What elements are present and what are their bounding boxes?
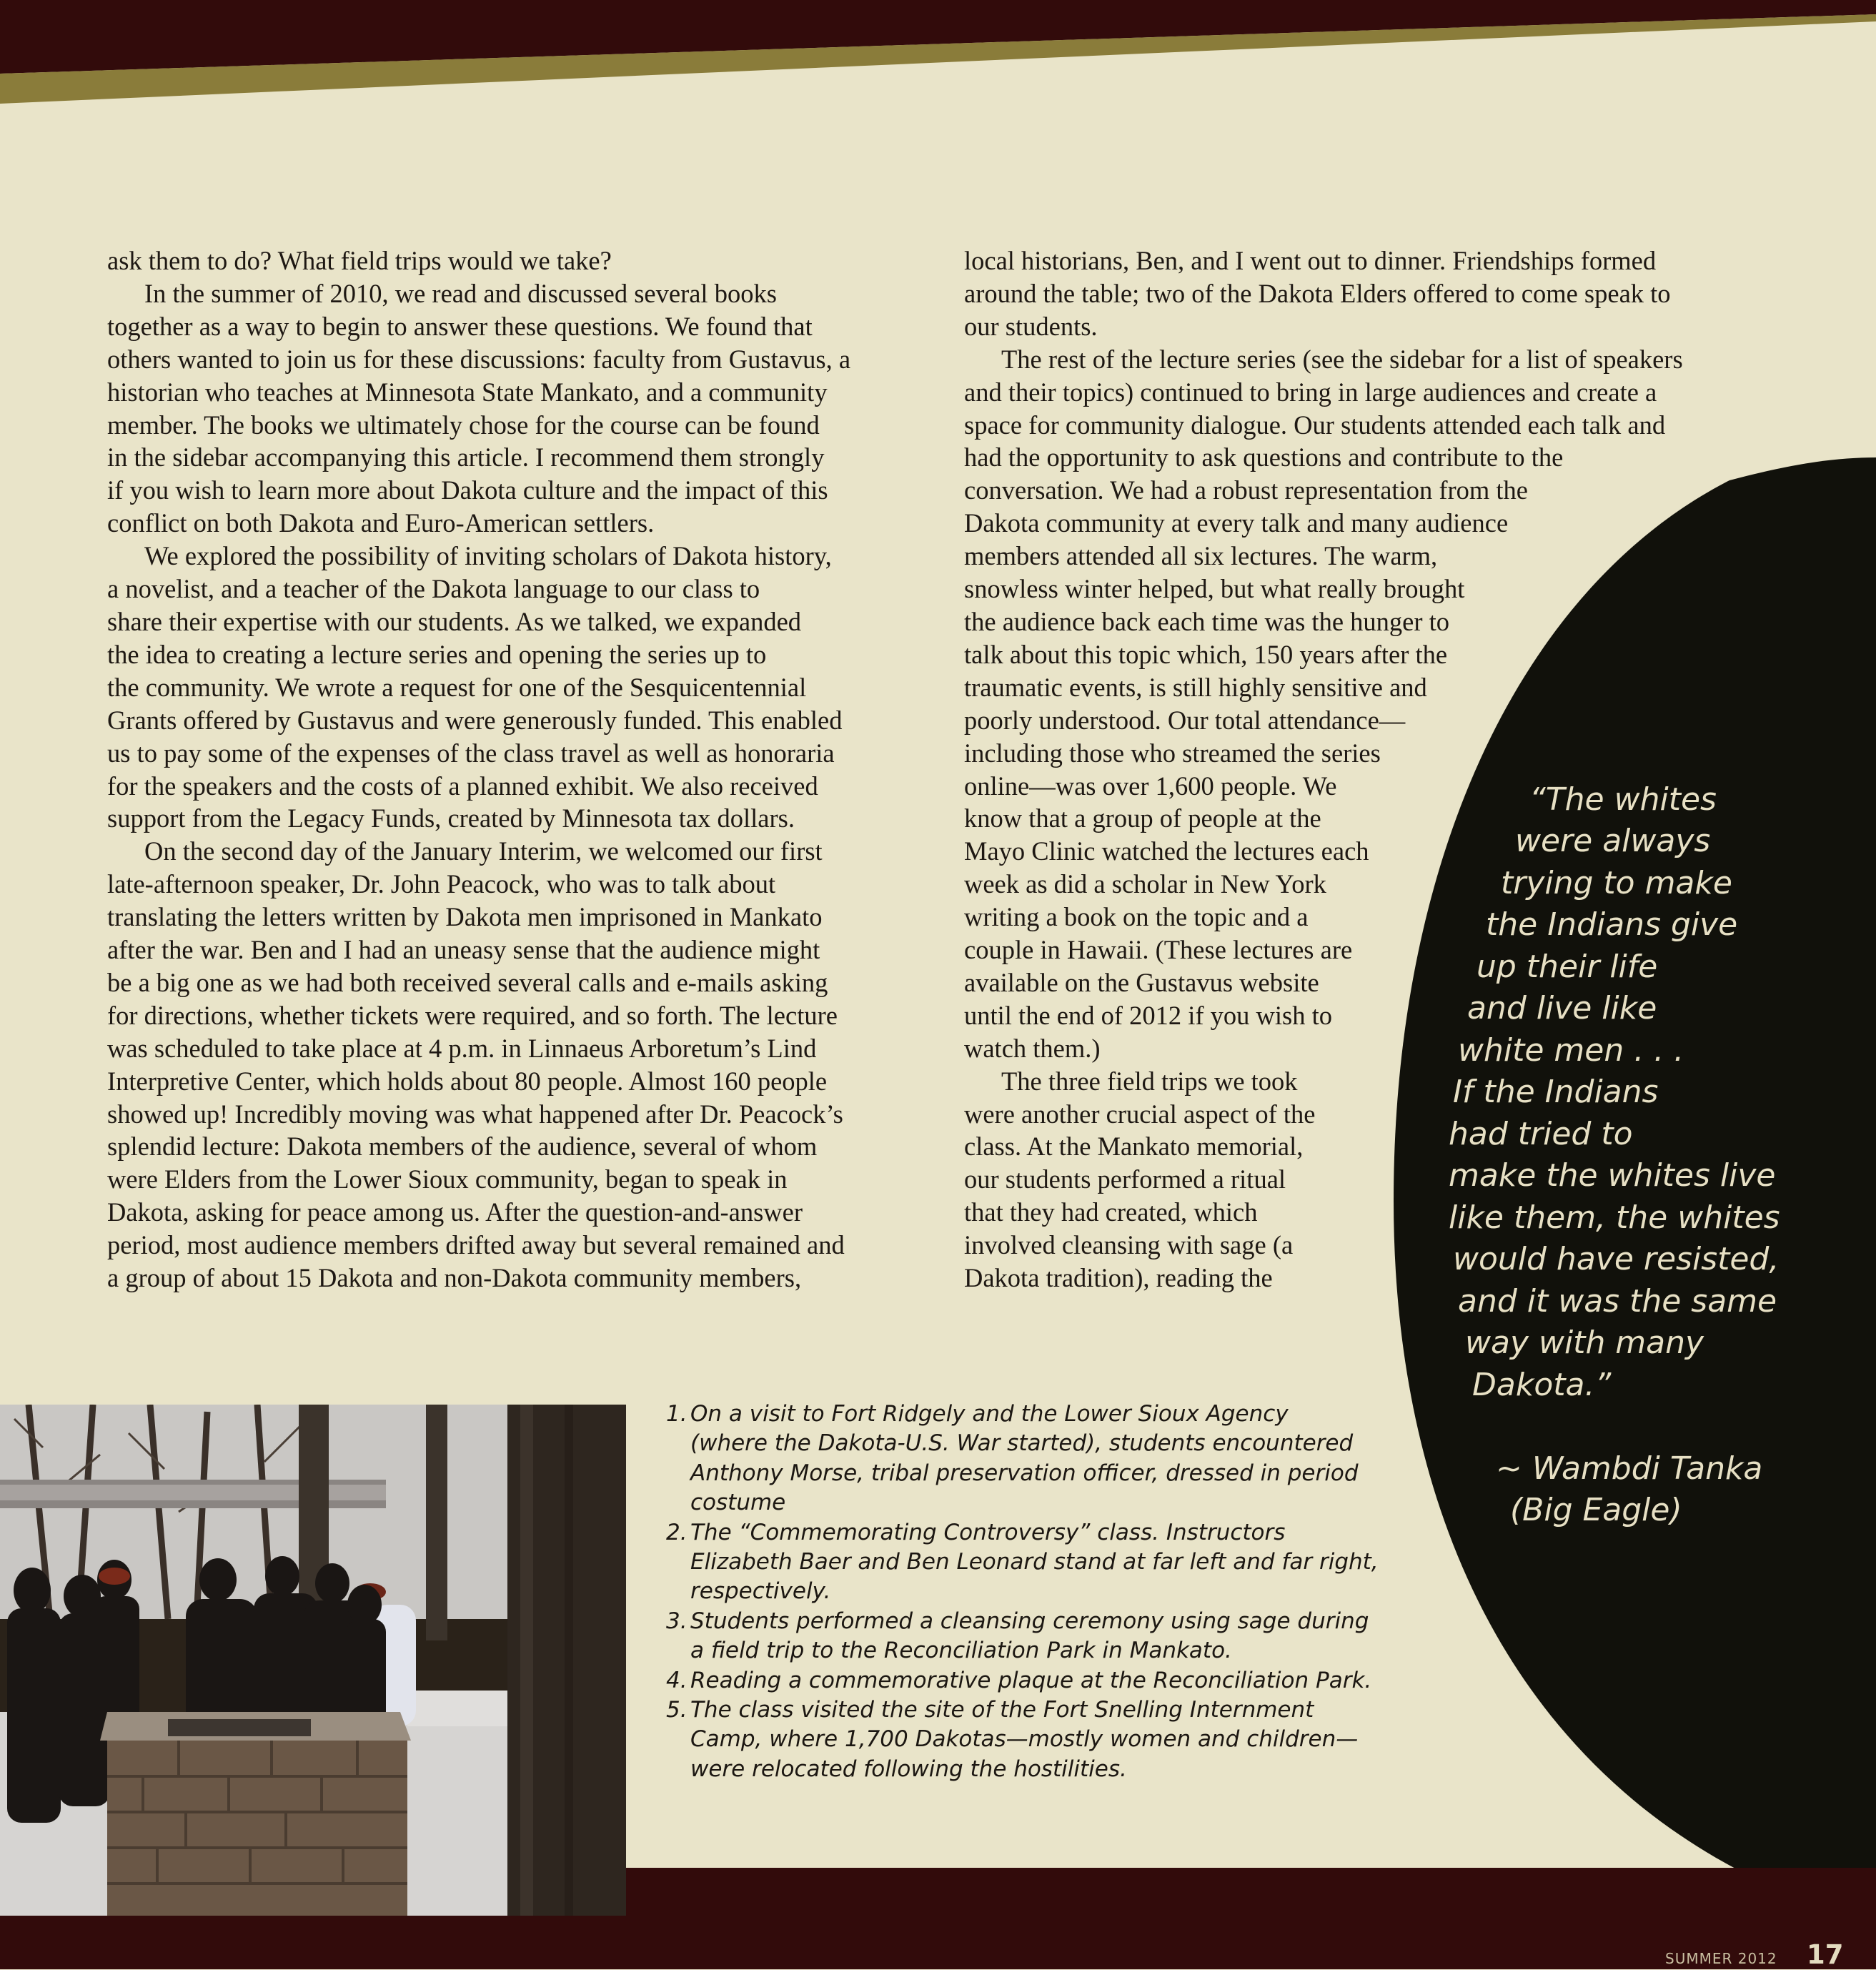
caption-item <box>666 1518 1452 1607</box>
pull-quote-line: up their life <box>1477 949 1658 985</box>
article-line: On the second day of the January Interim, we welcomed our first <box>144 836 823 866</box>
article-line: together as a way to begin to answer these questions. We found that <box>107 311 813 341</box>
article-line: In the summer of 2010, we read and discussed several books <box>144 278 777 308</box>
pull-quote-line: Dakota.” <box>1472 1367 1612 1403</box>
article-line: was scheduled to take place at 4 p.m. in Linnaeus Arboretum’s Lind <box>107 1033 817 1063</box>
article-line: a novelist, and a teacher of the Dakota language to our class to <box>107 574 760 604</box>
issue-label: SUMMER 2012 <box>1665 1950 1777 1967</box>
caption-item <box>666 1400 1452 1518</box>
caption-number: 1. <box>666 1401 688 1427</box>
article-line: members attended all six lectures. The warm, <box>964 541 1438 571</box>
caption-number: 5. <box>666 1697 688 1723</box>
article-line: Grants offered by Gustavus and were generously funded. This enabled <box>107 705 843 735</box>
article-line: class. At the Mankato memorial, <box>964 1132 1304 1162</box>
article-line: We explored the possibility of inviting scholars of Dakota history, <box>144 541 832 571</box>
pull-quote-line: make the whites live <box>1449 1157 1776 1194</box>
article-line: involved cleansing with sage (a <box>964 1230 1294 1260</box>
pull-quote-line: way with many <box>1465 1325 1704 1361</box>
caption-text: Students performed a cleansing ceremony using sage during a field trip to the Reconciliation Park in Mankato. <box>690 1608 1369 1664</box>
article-line: showed up! Incredibly moving was what happened after Dr. Peacock’s <box>107 1099 843 1129</box>
page-number: 17 <box>1807 1939 1844 1970</box>
article-line: conversation. We had a robust representation from the <box>964 475 1528 505</box>
article-line: our students performed a ritual <box>964 1164 1286 1194</box>
article-line: local historians, Ben, and I went out to dinner. Friendships formed <box>964 246 1657 275</box>
pull-quote-line: had tried to <box>1449 1116 1633 1152</box>
pull-quote-line: were always <box>1515 823 1711 859</box>
article-line: writing a book on the topic and a <box>964 902 1309 932</box>
article-line: Dakota tradition), reading the <box>964 1263 1273 1293</box>
article-line: until the end of 2012 if you wish to <box>964 1000 1333 1030</box>
article-line: The rest of the lecture series (see the sidebar for a list of speakers <box>1001 344 1683 374</box>
article-line: week as did a scholar in New York <box>964 869 1326 899</box>
article-line: historian who teaches at Minnesota State Mankato, and a community <box>107 377 828 407</box>
caption-number: 3. <box>666 1608 688 1634</box>
article-line: that they had created, which <box>964 1197 1258 1227</box>
article-line: our students. <box>964 311 1098 341</box>
article-line: period, most audience members drifted away but several remained and <box>107 1230 845 1260</box>
article-line: a group of about 15 Dakota and non-Dakota community members, <box>107 1263 802 1293</box>
article-line: The three field trips we took <box>1001 1066 1298 1096</box>
article-line: around the table; two of the Dakota Elders offered to come speak to <box>964 278 1671 308</box>
article-line: conflict on both Dakota and Euro-American settlers. <box>107 508 655 538</box>
article-line: Dakota, asking for peace among us. After the question-and-answer <box>107 1197 803 1227</box>
caption-item <box>666 1696 1452 1784</box>
article-line: including those who streamed the series <box>964 738 1381 768</box>
article-line: watch them.) <box>964 1033 1101 1063</box>
article-line: the audience back each time was the hunger to <box>964 606 1450 636</box>
pull-quote-line: white men . . . <box>1458 1032 1684 1069</box>
caption-item <box>666 1607 1452 1666</box>
caption-text: Reading a commemorative plaque at the Reconciliation Park. <box>690 1667 1372 1693</box>
article-line: support from the Legacy Funds, created by Minnesota tax dollars. <box>107 803 795 833</box>
article-line: online—was over 1,600 people. We <box>964 771 1337 801</box>
article-line: had the opportunity to ask questions and contribute to the <box>964 442 1564 472</box>
article-line: poorly understood. Our total attendance— <box>964 705 1406 735</box>
top-banner <box>0 0 1876 107</box>
photo-students-sage-ceremony <box>0 1405 626 1916</box>
pull-quote-line: would have resisted, <box>1453 1241 1780 1277</box>
article-line: splendid lecture: Dakota members of the audience, several of whom <box>107 1132 818 1162</box>
article-line: after the war. Ben and I had an uneasy sense that the audience might <box>107 935 820 965</box>
pull-quote-attribution-name: ~ Wambdi Tanka <box>1496 1450 1763 1487</box>
article-line: others wanted to join us for these discussions: faculty from Gustavus, a <box>107 344 851 374</box>
caption-number: 2. <box>666 1519 688 1545</box>
article-line: share their expertise with our students. As we talked, we expanded <box>107 606 802 636</box>
article-line: translating the letters written by Dakota men imprisoned in Mankato <box>107 902 823 932</box>
pull-quote-line: and it was the same <box>1458 1283 1777 1320</box>
pull-quote-line: the Indians give <box>1486 906 1738 943</box>
article-line: for the speakers and the costs of a planned exhibit. We also received <box>107 771 818 801</box>
article-line: know that a group of people at the <box>964 803 1321 833</box>
pull-quote-line: and live like <box>1467 990 1657 1026</box>
article-line: the community. We wrote a request for one of the Sesquicentennial <box>107 672 807 702</box>
article-line: ask them to do? What field trips would we take? <box>107 246 612 275</box>
caption-text: The “Commemorating Controversy” class. Instructors Elizabeth Baer and Ben Leonard stand at far left and far right, respectively. <box>690 1519 1379 1605</box>
pull-quote-line: like them, the whites <box>1449 1199 1780 1236</box>
pull-quote-line: If the Indians <box>1453 1074 1659 1110</box>
article-line: be a big one as we had both received several calls and e-mails asking <box>107 967 828 997</box>
caption-text: On a visit to Fort Ridgely and the Lower Sioux Agency (where the Dakota-U.S. War started), students encountered Anthony Morse, tribal preservation officer, dressed in period costume <box>690 1401 1359 1516</box>
article-line: member. The books we ultimately chose for the course can be found <box>107 410 820 440</box>
pull-quote-line: “The whites <box>1529 781 1717 818</box>
photo-captions <box>666 1400 1452 1784</box>
pull-quote-line: trying to make <box>1501 865 1732 901</box>
caption-text: The class visited the site of the Fort Snelling Internment Camp, where 1,700 Dakotas—mostly women and children— were relocated following the hostilities. <box>690 1697 1359 1782</box>
pull-quote-attribution-translation: (Big Eagle) <box>1510 1492 1682 1528</box>
top-banner-maroon <box>0 0 1876 74</box>
article-line: Interpretive Center, which holds about 80 people. Almost 160 people <box>107 1066 828 1096</box>
article-line: the idea to creating a lecture series and opening the series up to <box>107 639 767 669</box>
caption-number: 4. <box>666 1667 688 1693</box>
article-line: were Elders from the Lower Sioux community, began to speak in <box>107 1164 788 1194</box>
article-line: Mayo Clinic watched the lectures each <box>964 836 1369 866</box>
article-line: couple in Hawaii. (These lectures are <box>964 935 1353 965</box>
article-line: us to pay some of the expenses of the class travel as well as honoraria <box>107 738 835 768</box>
article-line: snowless winter helped, but what really brought <box>964 574 1465 604</box>
article-line: Dakota community at every talk and many audience <box>964 508 1509 538</box>
article-line: late-afternoon speaker, Dr. John Peacock, who was to talk about <box>107 869 776 899</box>
caption-item <box>666 1666 1452 1696</box>
article-line: and their topics) continued to bring in large audiences and create a <box>964 377 1657 407</box>
article-line: talk about this topic which, 150 years after the <box>964 639 1448 669</box>
article-line: were another crucial aspect of the <box>964 1099 1316 1129</box>
article-line: traumatic events, is still highly sensitive and <box>964 672 1427 702</box>
article-line: for directions, whether tickets were required, and so forth. The lecture <box>107 1000 838 1030</box>
article-line: in the sidebar accompanying this article. I recommend them strongly <box>107 442 825 472</box>
article-line: if you wish to learn more about Dakota culture and the impact of this <box>107 475 828 505</box>
article-line: space for community dialogue. Our students attended each talk and <box>964 410 1666 440</box>
article-line: available on the Gustavus website <box>964 967 1319 997</box>
